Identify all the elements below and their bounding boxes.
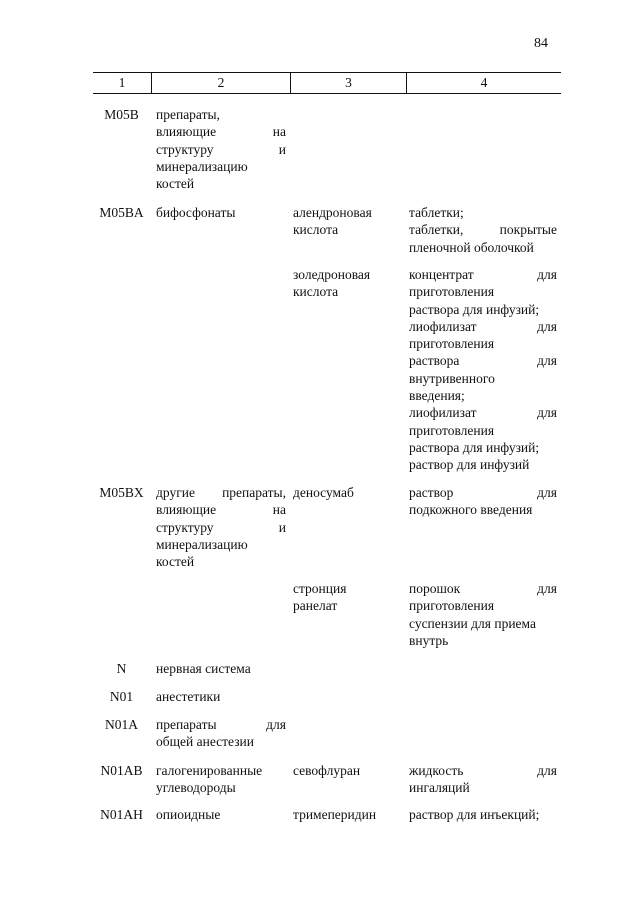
dosage-form [409,806,557,823]
drug-line: севофлуран [293,763,361,778]
drug-line: алендроновая [293,205,372,220]
header-col-4: 4 [480,75,488,90]
group-line: галогенированные [156,763,263,778]
form-line: лиофилизат для [409,405,557,421]
group-line: структуру и [156,519,286,535]
atc-code: M05B [104,107,139,122]
form-line: концентрат для [409,267,557,282]
drug-line: стронция [293,581,347,596]
dosage-form [409,762,557,797]
atc-code: N01AB [100,763,143,778]
group-line: анестетики [156,689,221,704]
atc-code: N01AH [100,807,143,822]
form-line: приготовления [409,336,495,352]
atc-code: M05BA [99,205,144,220]
form-line: таблетки, покрытые [409,222,557,238]
group-line: углеводороды [156,780,236,796]
dosage-form [409,580,557,649]
group-line: препараты для [156,717,286,732]
group-line: костей [156,554,195,570]
group-name [156,762,286,797]
atc-code: M05BX [99,485,144,500]
drug-line: золедроновая [293,267,371,282]
header-col-2: 2 [152,73,291,93]
group-name [156,106,286,192]
group-line: препараты, [156,107,220,122]
drug-line: тримеперидин [293,807,377,822]
group-line: структуру и [156,141,286,157]
form-line: раствор для инъекций; [409,807,540,822]
group-line: минерализацию [156,158,248,174]
form-line: приготовления [409,598,495,614]
form-line: раствора для инфузий; [409,301,540,317]
form-line: пленочной оболочкой [409,239,534,255]
table-header [93,72,561,94]
group-line: костей [156,176,195,192]
group-name [156,660,286,677]
drug-name [293,806,401,823]
dosage-form [409,266,557,474]
form-line: порошок для [409,581,557,596]
form-line: жидкость для [409,763,557,778]
form-line: раствор для инфузий [409,457,530,473]
form-line: таблетки; [409,205,464,220]
group-line: минерализацию [156,536,248,552]
group-name [156,204,286,221]
form-line: внутрь [409,632,449,648]
page-number: 84 [534,36,548,51]
atc-code: N01 [109,689,134,704]
group-name [156,806,286,823]
group-line: бифосфонаты [156,205,236,220]
atc-code: N [116,661,127,676]
group-line: влияющие на [156,502,286,518]
form-line: раствора для [409,353,557,369]
form-line: раствор для [409,485,557,500]
group-name [156,716,286,751]
group-line: влияющие на [156,124,286,140]
group-line: опиоидные [156,807,221,822]
drug-line: ранелат [293,598,338,614]
drug-name [293,204,401,239]
form-line: введения; [409,388,465,404]
drug-line: деносумаб [293,485,354,500]
drug-line: кислота [293,284,339,300]
form-line: приготовления [409,422,495,438]
form-line: раствора для инфузий; [409,439,540,455]
form-line: суспензии для приема [409,615,536,631]
header-col-1: 1 [93,73,152,93]
group-line: нервная система [156,661,251,676]
dosage-form [409,484,557,519]
group-name [156,484,286,570]
drug-name [293,266,401,301]
form-line: приготовления [409,284,495,300]
form-line: подкожного введения [409,502,533,518]
drug-name [293,484,401,501]
drug-name [293,762,401,779]
group-line: общей анестезии [156,734,254,750]
dosage-form [409,204,557,256]
group-line: другие препараты, [156,485,286,500]
drug-name [293,580,401,615]
form-line: лиофилизат для [409,318,557,334]
form-line: ингаляций [409,780,470,796]
atc-code: N01A [105,717,138,732]
header-col-3: 3 [291,73,407,93]
group-name [156,688,286,705]
drug-line: кислота [293,222,339,238]
form-line: внутривенного [409,370,495,386]
